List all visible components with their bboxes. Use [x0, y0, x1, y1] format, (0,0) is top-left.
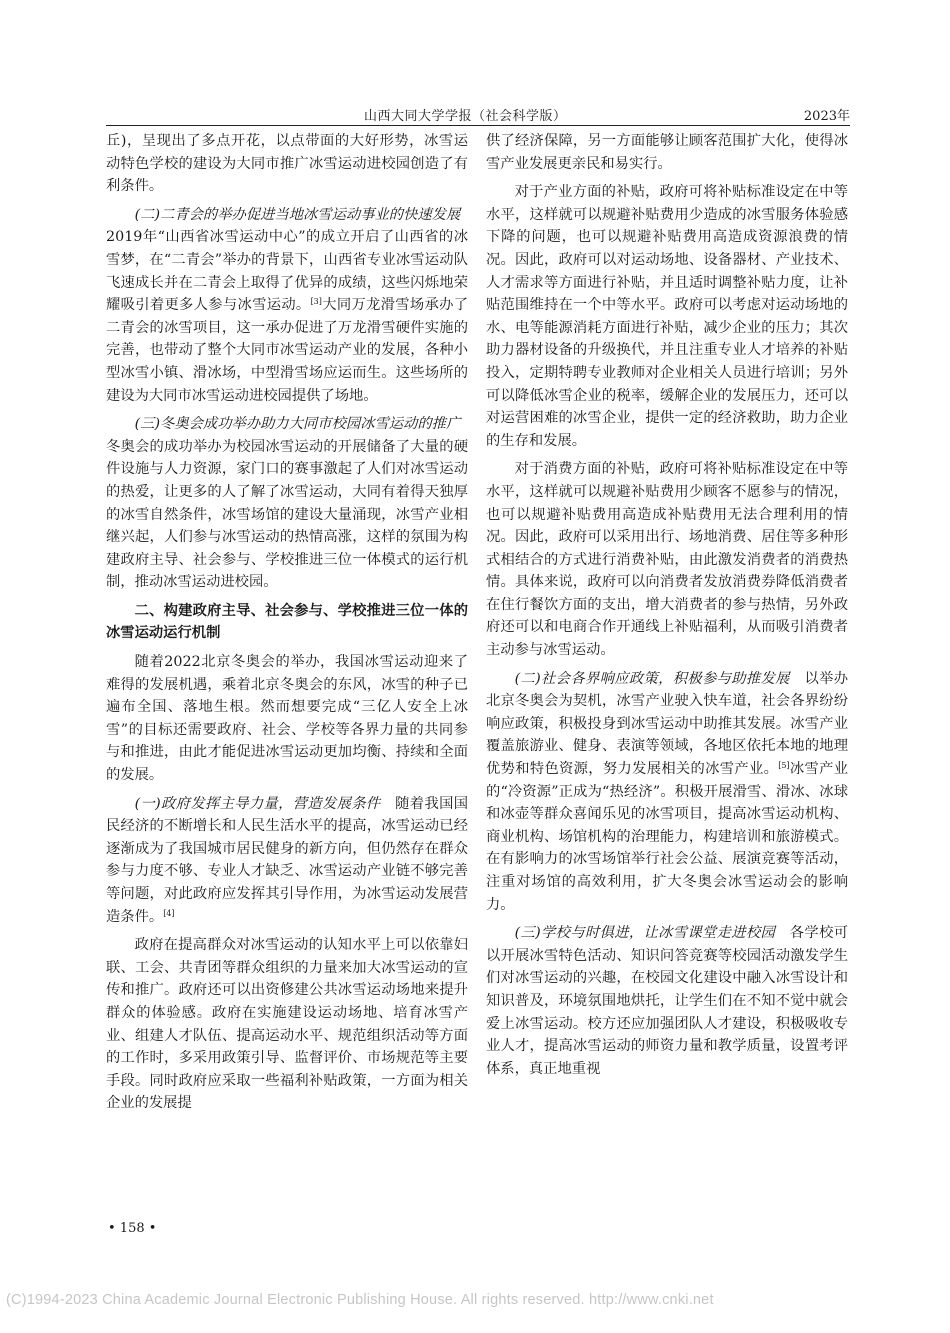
section-heading: 二、构建政府主导、社会参与、学校推进三位一体的冰雪运动运行机制	[106, 602, 468, 642]
paragraph-text: 各学校可以开展冰雪特色活动、知识问答竞赛等校园活动激发学生们对冰雪运动的兴趣，在校园文化建设中融入冰雪设计和知识普及，环境氛围地烘托，让学生们在不知不觉中就会爱上冰雪运动。校方还应加强团队人才建设，积极吸收专业人才，提高冰雪运动的师资力量和教学质量，设置考评体系，真正地重视	[486, 925, 848, 1077]
paragraph-text: 冬奥会的成功举办为校园冰雪运动的开展储备了大量的硬件设施与人力资源，家门口的赛事激起了人们对冰雪运动的热爱，让更多的人了解了冰雪运动，大同有着得天独厚的冰雪自然条件，冰雪场馆的建设大量涌现，冰雪产业相继兴起，人们参与冰雪运动的热情高涨，这样的氛围为构建政府主导、社会参与、学校推进三位一体模式的运行机制，推动冰雪运动进校园。	[106, 416, 475, 591]
paragraph-text: 以举办北京冬奥会为契机，冰雪产业驶入快车道，社会各界纷纷响应政策，积极投身到冰雪运动中助推其发展。冰雪产业覆盖旅游业、健身、表演等领域，各地区依托本地的地理优势和特色资源，努力发展相关的冰雪产业。	[486, 670, 849, 778]
paragraph	[486, 668, 848, 917]
right-column	[486, 130, 848, 1080]
paragraph: 丘)，呈现出了多点开花，以点带面的大好形势，冰雪运动特色学校的建设为大同市推广冰雪运动进校园创造了有利条件。	[106, 133, 468, 195]
page-number: • 158 •	[108, 1221, 157, 1236]
paragraph-text: 随着我国国民经济的不断增长和人民生活水平的提高，冰雪运动已经逐渐成为了我国城市居民健身的新方向，但仍然存在群众参与力度不够、专业人才缺乏、冰雪运动产业链不够完善等问题，对此政府应发挥其引导作用，为冰雪运动发展营造条件。	[106, 795, 469, 925]
copyright-footer: (C)1994-2023 China Academic Journal Electronic Publishing House. All rights reserved. http://www.cnki.net	[6, 1292, 714, 1308]
left-column	[106, 130, 475, 1115]
subsection-heading: (二)二青会的举办促进当地冰雪运动事业的快速发展	[134, 206, 461, 223]
issue-year: 2023年	[803, 109, 850, 124]
subsection-heading: (三)学校与时俱进，让冰雪课堂走进校园	[514, 925, 776, 942]
subsection-heading: (三)冬奥会成功举办助力大同市校园冰雪运动的推广	[134, 416, 461, 433]
paragraph-text: 2019年“山西省冰雪运动中心”的成立开启了山西省的冰雪梦，在“二青会”举办的背景下，山西省专业冰雪运动队飞速成长并在二青会上取得了优异的成绩，这些闪烁地荣耀吸引着更多人参与冰雪运动。	[106, 206, 475, 314]
subsection-heading: (二)社会各界响应政策，积极参与助推发展	[514, 670, 790, 687]
paragraph	[106, 413, 475, 594]
paragraph-text: 冰雪产业的“冷资源”正成为“热经济”。积极开展滑雪、滑冰、冰球和冰壶等群众喜闻乐见的冰雪项目，提高冰雪运动机构、商业机构、场馆机构的治理能力，构建培训和旅游模式。在有影响力的冰雪场馆举行社会公益、展演竞赛等活动，注重对场馆的高效利用，扩大冬奥会冰雪运动会的影响力。	[486, 761, 849, 913]
citation: [4]	[163, 908, 175, 918]
citation: [3]	[310, 297, 322, 307]
paragraph-text: 大同万龙滑雪场承办了二青会的冰雪项目，这一承办促进了万龙滑雪硬件实施的完善，也带动了整个大同市冰雪运动产业的发展，各种小型冰雪小镇、滑冰场，中型滑雪场应运而生。这些场所的建设为大同市冰雪运动进校园提供了场地。	[106, 297, 469, 404]
paragraph: 对于消费方面的补贴，政府可将补贴标准设定在中等水平，这样就可以规避补贴费用少顾客不愿参与的情况，也可以规避补贴费用高造成补贴费用无法合理利用的情况。因此，政府可以采用出行、场地消费、居住等多种形式相结合的方式进行消费补贴，由此激发消费者的消费热情。具体来说，政府可以向消费者发放消费券降低消费者在住行餐饮方面的支出，增大消费者的参与热情，另外政府还可以和电商合作开通线上补贴福利，从而吸引消费者主动参与冰雪运动。	[486, 461, 848, 659]
paragraph	[486, 922, 848, 1080]
paragraph: 随着2022北京冬奥会的举办，我国冰雪运动迎来了难得的发展机遇，乘着北京冬奥会的东风，冰雪的种子已遍布全国、落地生根。然而想要完成“三亿人安全上冰雪”的目标还需要政府、社会、学校等各界力量的共同参与和推进，由此才能促进冰雪运动更加均衡、持续和全面的发展。	[106, 654, 468, 784]
subsection-heading: (一)政府发挥主导力量，营造发展条件	[134, 795, 381, 812]
paragraph: 政府在提高群众对冰雪运动的认知水平上可以依靠妇联、工会、共青团等群众组织的力量来加大冰雪运动的宣传和推广。政府还可以出资修建公共冰雪运动场地来提升群众的体验感。政府在实施建设运动场地、培育冰雪产业、组建人才队伍、提高运动水平、规范组织活动等方面的工作时，多采用政策引导、监督评价、市场规范等主要手段。同时政府应采取一些福利补贴政策，一方面为相关企业的发展提	[106, 937, 468, 1112]
paragraph	[106, 793, 468, 929]
paragraph	[106, 204, 475, 407]
paragraph: 对于产业方面的补贴，政府可将补贴标准设定在中等水平，这样就可以规避补贴费用少造成的冰雪服务体验感下降的问题，也可以规避补贴费用高造成资源浪费的情况。因此，政府可以对运动场地、设备器材、产业技术、人才需求等方面进行补贴，并且适时调整补贴力度，让补贴范围维持在一个中等水平。政府可以考虑对运动场地的水、电等能源消耗方面进行补贴，减少企业的压力；其次助力器材设备的升级换代，并且注重专业人才培养的补贴投入，定期特聘专业教师对企业相关人员进行培训；另外可以降低冰雪企业的税率，缓解企业的发展压力，还可以对运营困难的冰雪企业，提供一定的经济救助，助力企业的生存和发展。	[486, 184, 848, 449]
running-header	[106, 103, 850, 126]
citation: [5]	[778, 761, 790, 771]
journal-title: 山西大同大学学报（社会科学版）	[364, 109, 567, 124]
paragraph: 供了经济保障，另一方面能够让顾客范围扩大化，使得冰雪产业发展更亲民和易实行。	[486, 133, 848, 172]
